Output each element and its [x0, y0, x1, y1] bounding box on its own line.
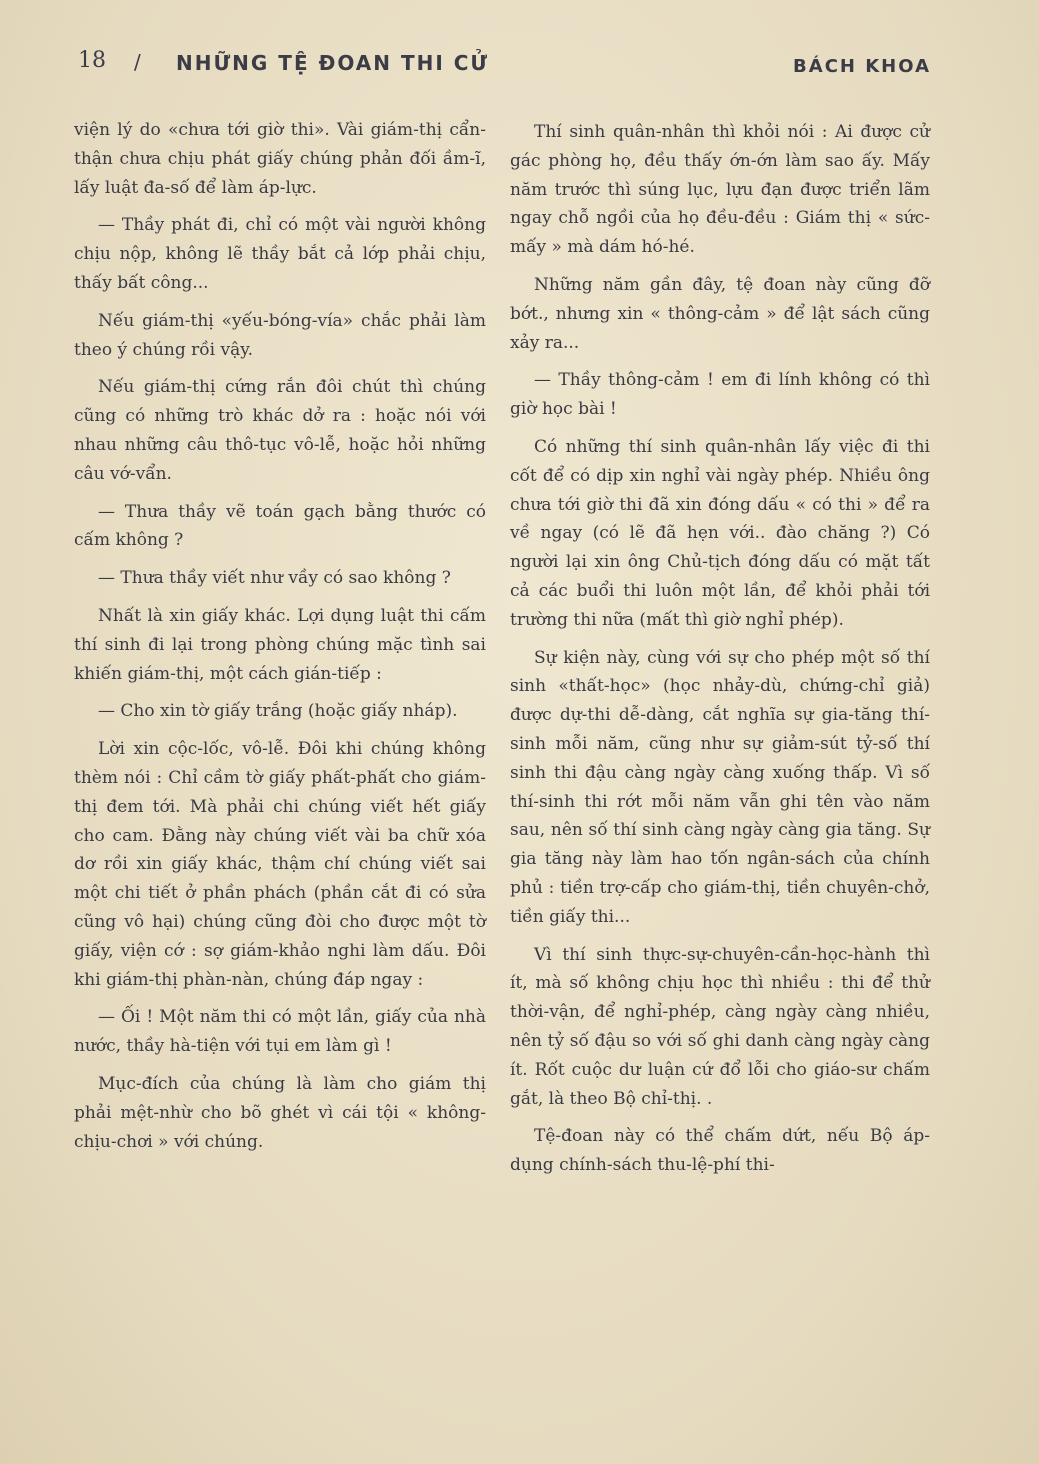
paragraph: — Thưa thầy vẽ toán gạch bằng thước có cấm không ? [74, 501, 486, 551]
paragraph: Tệ-đoan này có thể chấm dứt, nếu Bộ áp-dụng chính-sách thu-lệ-phí thi- [510, 1126, 930, 1176]
paragraph: — Thầy thông-cảm ! em đi lính không có thì giờ học bài ! [510, 370, 930, 420]
paragraph: Thí sinh quân-nhân thì khỏi nói : Ai được cử gác phòng họ, đều thấy ớn-ớn làm sao ấy. Mấy năm trước thì súng lục, lựu đạn được triển lãm ngay chỗ ngồi của họ đều-đều : Giám thị « sức-mấy » mà dám hó-hé. [510, 122, 930, 258]
page-header [78, 48, 931, 78]
right-column [510, 118, 930, 1189]
paragraph: viện lý do «chưa tới giờ thi». Vài giám-thị cẩn-thận chưa chịu phát giấy chúng phản đối ầm-ĩ, lấy luật đa-số để làm áp-lực. [74, 120, 486, 198]
paragraph: — Thầy phát đi, chỉ có một vài người không chịu nộp, không lẽ thầy bắt cả lớp phải chịu, thấy bất công... [74, 215, 486, 293]
paragraph: Những năm gần đây, tệ đoan này cũng đỡ bớt., nhưng xin « thông-cảm » để lật sách cũng xảy ra... [510, 274, 930, 353]
header-separator: / [134, 50, 141, 74]
paragraph: Nhất là xin giấy khác. Lợi dụng luật thi cấm thí sinh đi lại trong phòng chúng mặc tình sai khiến giám-thị, một cách gián-tiếp : [74, 605, 486, 684]
paragraph: Lời xin cộc-lốc, vô-lễ. Đôi khi chúng không thèm nói : Chỉ cầm tờ giấy phất-phất cho giám-thị đem tới. Mà phải chi chúng viết hết giấy cho cam. Đằng này chúng viết vài ba chữ xóa dơ rồi xin giấy khác, thậm chí chúng viết sai một chi tiết ở phần phách (phần cắt đi có sửa cũng vô hại) chúng cũng đòi cho được một tờ giấy, viện cớ : sợ giám-khảo nghi làm dấu. Đôi khi giám-thị phàn-nàn, chúng đáp ngay : [74, 739, 486, 990]
page-number: 18 [78, 48, 106, 73]
paragraph: — Ối ! Một năm thi có một lần, giấy của nhà nước, thầy hà-tiện với tụi em làm gì ! [74, 1007, 486, 1057]
paragraph: Nếu giám-thị «yếu-bóng-vía» chắc phải làm theo ý chúng rồi vậy. [74, 310, 486, 360]
paragraph: Vì thí sinh thực-sự-chuyên-cần-học-hành thì ít, mà số không chịu học thì nhiều : thi để thử thời-vận, để nghỉ-phép, càng ngày càng nhiều, nên tỷ số đậu so với số ghi danh càng ngày càng ít. Rốt cuộc dư luận cứ đổ lỗi cho giáo-sư chấm gắt, là theo Bộ chỉ-thị. . [510, 944, 930, 1109]
paragraph: Sự kiện này, cùng với sự cho phép một số thí sinh «thất-học» (học nhảy-dù, chứng-chỉ giả) được dự-thi dễ-dàng, cắt nghĩa sự gia-tăng thí-sinh mỗi năm, cũng như sự giảm-sút tỷ-số thí sinh thi đậu càng ngày càng xuống thấp. Vì số thí-sinh thi rớt mỗi năm vẫn ghi tên vào năm sau, nên số thí sinh càng ngày càng gia tăng. Sự gia tăng này làm hao tốn ngân-sách của chính phủ : tiền trợ-cấp cho giám-thị, tiền chuyên-chở, tiền giấy thi... [510, 647, 930, 927]
paragraph: — Cho xin tờ giấy trắng (hoặc giấy nháp). [98, 701, 458, 722]
paragraph: — Thưa thầy viết như vầy có sao không ? [98, 568, 451, 589]
left-column [74, 116, 486, 1165]
paragraph: Mục-đích của chúng là làm cho giám thị phải mệt-nhừ cho bõ ghét vì cái tội « không-chịu-chơi » với chúng. [74, 1073, 486, 1152]
article-title: NHỮNG TỆ ĐOAN THI CỬ [176, 51, 490, 75]
paragraph: Nếu giám-thị cứng rắn đôi chút thì chúng cũng có những trò khác dở ra : hoặc nói với nhau những câu thô-tục vô-lễ, hoặc hỏi những câu vớ-vẩn. [74, 377, 486, 484]
paragraph: Có những thí sinh quân-nhân lấy việc đi thi cốt để có dịp xin nghỉ vài ngày phép. Nhiều ông chưa tới giờ thi đã xin đóng dấu « có thi » để ra về ngay (có lẽ đã hẹn với.. đào chăng ?) Có người lại xin ông Chủ-tịch đóng dấu có mặt tất cả các buổi thi luôn một lần, để khỏi phải tới trường thi nữa (mất thì giờ nghỉ phép). [510, 436, 930, 630]
magazine-name: BÁCH KHOA [793, 56, 931, 77]
